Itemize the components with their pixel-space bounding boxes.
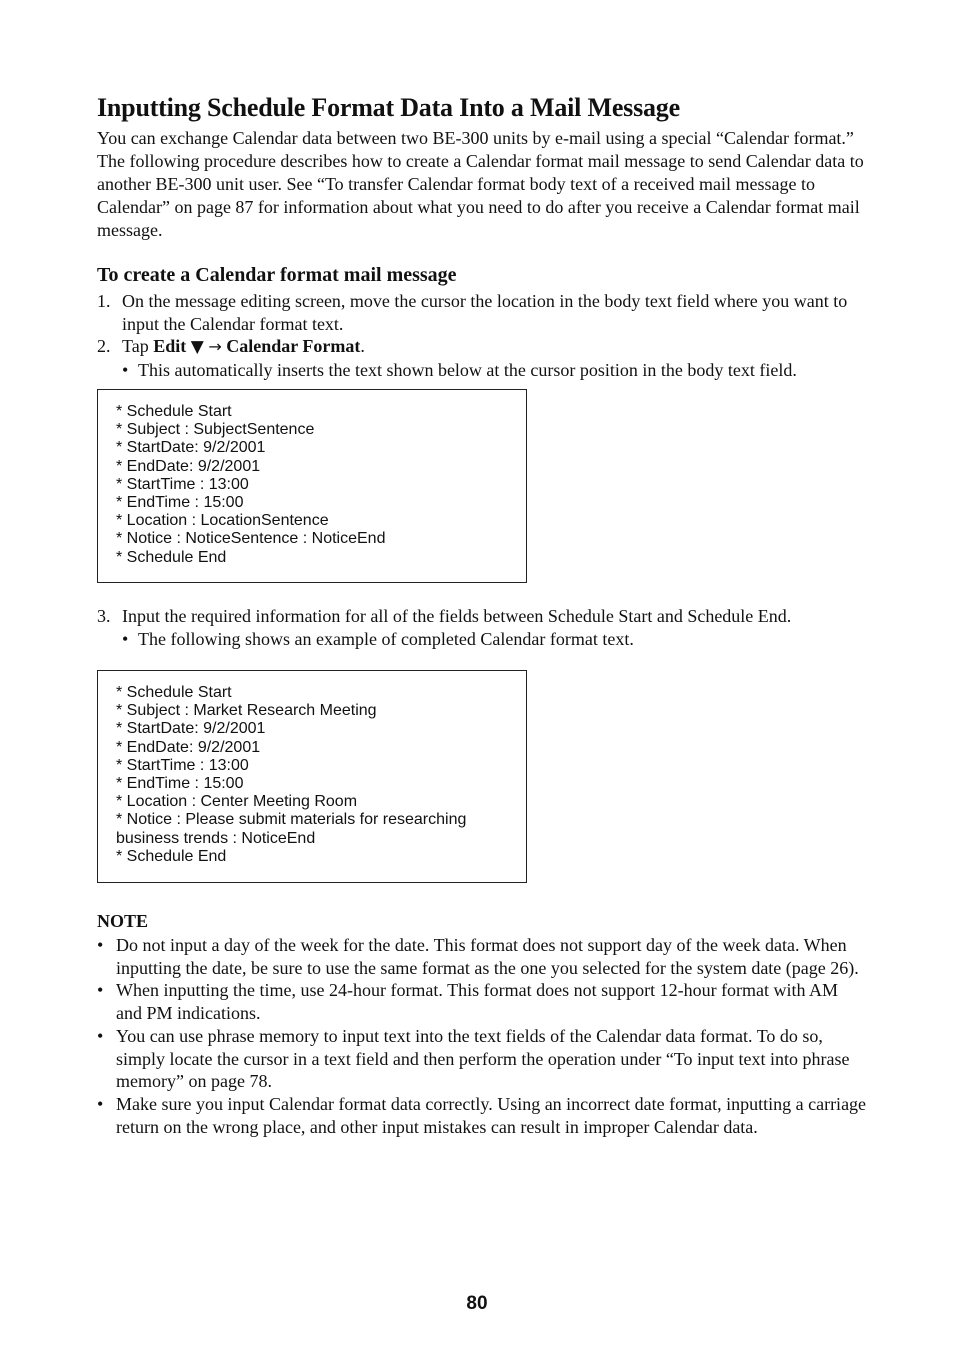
page-number: 80 [466, 1293, 488, 1314]
note-item [97, 934, 867, 979]
step-number: 3. [97, 606, 111, 626]
step-number: 2. [97, 336, 111, 356]
example-line: * EndTime : 15:00 [116, 775, 244, 793]
template-line: * EndDate: 9/2/2001 [116, 457, 261, 475]
triangle-down-icon: ▼ [190, 337, 204, 357]
example-line: * StartDate: 9/2/2001 [116, 720, 266, 738]
bullet-icon: • [97, 980, 104, 1001]
note-item [97, 979, 867, 1024]
section-intro [97, 92, 867, 381]
note-section [97, 910, 867, 1138]
page-title: Inputting Schedule Format Data Into a Mail Message [97, 93, 680, 122]
template-line: * StartTime : 13:00 [116, 475, 249, 493]
template-line: * StartDate: 9/2/2001 [116, 439, 266, 457]
example-line: * Schedule Start [116, 684, 232, 701]
step-text: On the message editing screen, move the cursor the location in the body text field where you want to input the Calendar format text. [122, 291, 848, 334]
note-item [97, 1025, 867, 1093]
template-line: * Notice : NoticeSentence : NoticeEnd [116, 530, 386, 548]
step-2-bullet [122, 359, 867, 382]
step-period: . [360, 336, 365, 356]
procedure-heading: To create a Calendar format mail message [97, 264, 457, 286]
template-text-box [97, 389, 527, 583]
example-line: * Notice : Please submit materials for researching [116, 811, 467, 829]
note-text: Make sure you input Calendar format data correctly. Using an incorrect date format, inputting a carriage return on the wrong place, and other input mistakes can result in improper Calendar data. [116, 1093, 867, 1137]
calendar-format-label: Calendar Format [226, 336, 361, 356]
bullet-text: This automatically inserts the text shown below at the cursor position in the body text field. [138, 359, 797, 380]
note-heading: NOTE [97, 911, 149, 931]
step-tap-word: Tap [122, 336, 149, 356]
step-2 [97, 335, 867, 359]
step-1 [97, 290, 867, 335]
step-3-bullet [122, 628, 867, 651]
section-step-3 [97, 605, 867, 650]
template-line: * EndTime : 15:00 [116, 494, 244, 512]
edit-menu-label: Edit [153, 336, 187, 356]
bullet-icon: • [122, 359, 129, 380]
example-line: * Subject : Market Research Meeting [116, 702, 377, 720]
example-line: * EndDate: 9/2/2001 [116, 738, 261, 756]
template-line: * Schedule Start [116, 403, 232, 420]
bullet-icon: • [122, 628, 129, 649]
bullet-icon: • [97, 1093, 104, 1114]
example-text-box [97, 670, 527, 883]
step-text: Input the required information for all of the fields between Schedule Start and Schedule End. [122, 606, 792, 626]
bullet-icon: • [97, 1025, 104, 1046]
template-line: * Schedule End [116, 548, 227, 566]
template-line: * Location : LocationSentence [116, 512, 329, 530]
bullet-icon: • [97, 935, 104, 955]
step-3 [97, 605, 867, 628]
example-line: business trends : NoticeEnd [116, 829, 316, 847]
note-item [97, 1093, 867, 1138]
example-line: * StartTime : 13:00 [116, 756, 249, 774]
template-line: * Subject : SubjectSentence [116, 421, 315, 439]
example-line: * Schedule End [116, 847, 227, 865]
note-text: When inputting the time, use 24-hour format. This format does not support 12-hour format with AM and PM indications. [116, 980, 839, 1024]
note-text: Do not input a day of the week for the date. This format does not support day of the week data. When inputting the date, be sure to use the same format as the one you selected for the system date (page 26). [116, 935, 859, 978]
example-line: * Location : Center Meeting Room [116, 793, 358, 811]
arrow-right-icon: → [208, 337, 222, 356]
bullet-text: The following shows an example of completed Calendar format text. [138, 628, 634, 649]
step-number: 1. [97, 291, 111, 311]
note-text: You can use phrase memory to input text into the text fields of the Calendar data format. To do so, simply locate the cursor in a text field and then perform the operation under “To input text into phrase memory” on page 78. [116, 1025, 850, 1092]
intro-paragraph: You can exchange Calendar data between two BE-300 units by e-mail using a special “Calendar format.” The following procedure describes how to create a Calendar format mail message to send Calendar data to another BE-300 unit user. See “To transfer Calendar format body text of a received mail message to Calendar” on page 87 for information about what you need to do after you receive a Calendar format mail message. [97, 128, 864, 240]
